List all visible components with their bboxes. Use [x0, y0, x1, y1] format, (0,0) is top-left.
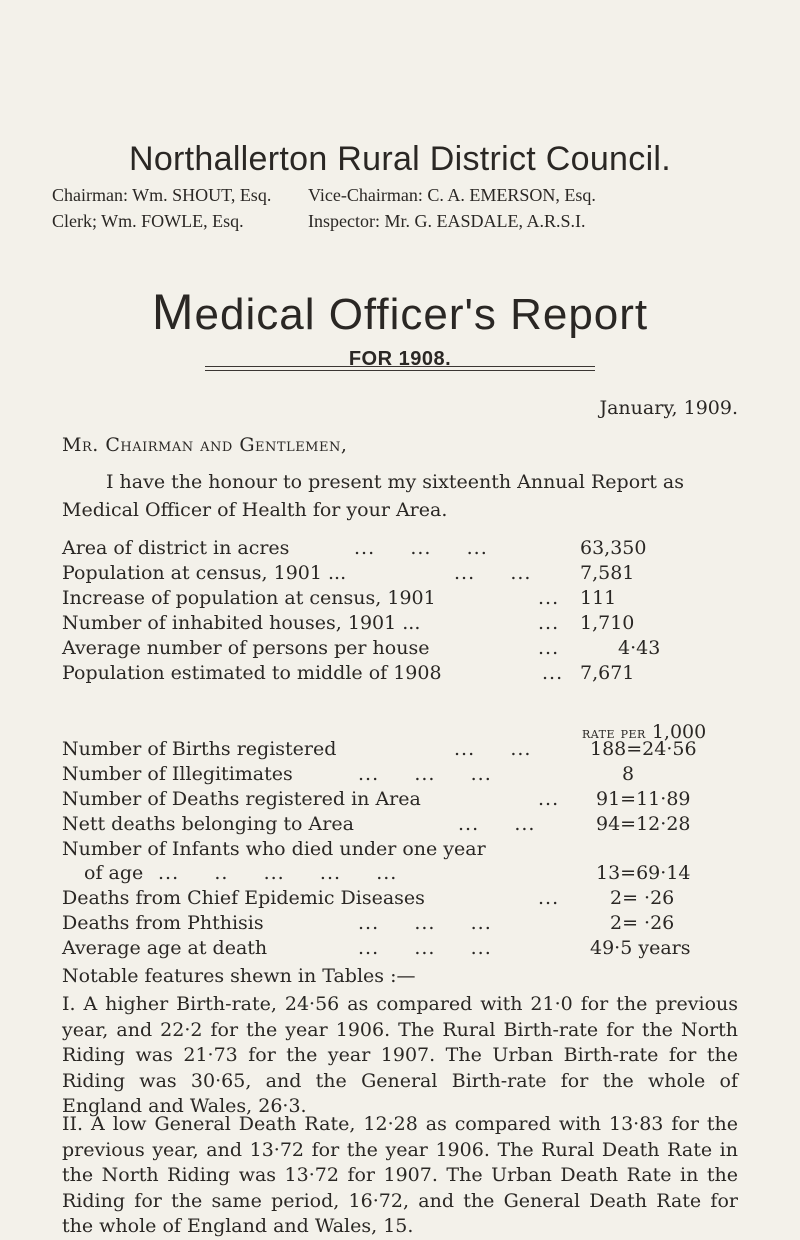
stat-label: Average age at death [62, 937, 268, 959]
stat-row [62, 937, 762, 961]
divider-top [205, 366, 595, 367]
stat-value: 13=69·14 [596, 862, 691, 884]
leader-dots: ... [542, 662, 564, 684]
report-title-rest: edical Officer's Report [194, 290, 649, 339]
paragraph-birth-rate: I. A higher Birth-rate, 24·56 as compared with 21·0 for the previous year, and 22·2 for the year 1906. The Rural Birth-rate for the North Riding was 21·73 for the year 1907. The Urban Birth-rate for the Riding was 30·65, and the General Birth-rate for the whole of England and Wales, 26·3. [62, 993, 738, 1117]
vice-chairman-text: Vice-Chairman: C. A. EMERSON, Esq. [308, 185, 596, 205]
council-title: Northallerton Rural District Council. [128, 140, 672, 178]
stat-label: Deaths from Chief Epidemic Diseases [62, 887, 425, 909]
stat-value: 111 [580, 587, 617, 609]
stat-value: 7,581 [580, 562, 635, 584]
stat-value: 2= ·26 [610, 912, 675, 934]
stat-label: Population at census, 1901 ... [62, 562, 347, 584]
paragraph-death-rate: II. A low General Death Rate, 12·28 as compared with 13·83 for the previous year, and 13·72 for the year 1906. The Rural Death Rate in the North Riding was 13·72 for 1907. The Urban Death Rate in the Riding for the same period, 16·72, and the General Death Rate for the whole of England and Wales, 15. [62, 1113, 738, 1237]
stat-label: Number of Illegitimates [62, 763, 293, 785]
stat-row [62, 587, 762, 611]
stat-value: 2= ·26 [610, 887, 675, 909]
stat-label: Nett deaths belonging to Area [62, 813, 354, 835]
intro-paragraph: I have the honour to present my sixteenth Annual Report as Medical Officer of Health for your Area. [62, 471, 684, 521]
stat-label: Population estimated to middle of 1908 [62, 662, 442, 684]
divider-bottom [205, 370, 595, 371]
stat-label: Increase of population at census, 1901 [62, 587, 436, 609]
stat-label: Deaths from Phthisis [62, 912, 264, 934]
stat-label: of age [84, 862, 144, 884]
report-title-initial: M [151, 284, 195, 340]
report-date: January, 1909. [599, 397, 738, 419]
stat-value: 63,350 [580, 537, 647, 559]
rate-header-prefix: rate per [582, 723, 646, 742]
stat-row [62, 612, 762, 636]
stat-value: 188=24·56 [590, 738, 697, 760]
stat-label: Area of district in acres [62, 537, 290, 559]
report-title [0, 283, 800, 341]
rate-header-number: 1,000 [651, 721, 707, 743]
officers-line-2 [52, 211, 752, 232]
stat-row [62, 862, 762, 886]
leader-dots: ... [538, 887, 560, 909]
stat-label: Number of Births registered [62, 738, 337, 760]
stat-value: 49·5 years [590, 937, 691, 959]
stat-value: 4·43 [618, 637, 661, 659]
stat-label: Number of inhabited houses, 1901 ... [62, 612, 421, 634]
stat-row [62, 763, 762, 787]
stat-row [62, 537, 762, 561]
chairman-text: Chairman: Wm. SHOUT, Esq. [52, 185, 272, 205]
stat-row [62, 912, 762, 936]
stat-label: Number of Deaths registered in Area [62, 788, 421, 810]
stat-label: Number of Infants who died under one year [62, 838, 486, 860]
leader-dots: ... ... ... [358, 763, 492, 785]
leader-dots: ... [538, 587, 560, 609]
stat-row [62, 838, 762, 862]
stat-row [62, 887, 762, 911]
leader-dots: ... ... [454, 562, 532, 584]
stat-label: Average number of persons per house [62, 637, 430, 659]
stat-value: 7,671 [580, 662, 635, 684]
stat-row [62, 788, 762, 812]
leader-dots: ... [538, 788, 560, 810]
stat-value: 1,710 [580, 612, 635, 634]
leader-dots: ... ... [454, 738, 532, 760]
stat-row [62, 738, 762, 762]
stat-value: 8 [622, 763, 635, 785]
leader-dots: ... ... ... [358, 912, 492, 934]
clerk-text: Clerk; Wm. FOWLE, Esq. [52, 211, 244, 231]
stat-row [62, 637, 762, 661]
officers-line-1 [52, 185, 752, 206]
salutation: Mr. Chairman and Gentlemen, [62, 434, 348, 456]
leader-dots: ... ... ... [354, 537, 488, 559]
notable-features-heading: Notable features shewn in Tables :— [62, 965, 416, 987]
leader-dots: ... ... ... [358, 937, 492, 959]
leader-dots: ... [538, 612, 560, 634]
stat-value: 94=12·28 [596, 813, 691, 835]
stat-row [62, 562, 762, 586]
inspector-text: Inspector: Mr. G. EASDALE, A.R.S.I. [308, 211, 586, 231]
stat-value: 91=11·89 [596, 788, 691, 810]
leader-dots: ... ... [458, 813, 536, 835]
report-year: FOR 1908. [348, 348, 452, 370]
leader-dots: ... .. ... ... ... [158, 862, 398, 884]
stat-row [62, 813, 762, 837]
leader-dots: ... [538, 637, 560, 659]
stat-row [62, 662, 762, 686]
